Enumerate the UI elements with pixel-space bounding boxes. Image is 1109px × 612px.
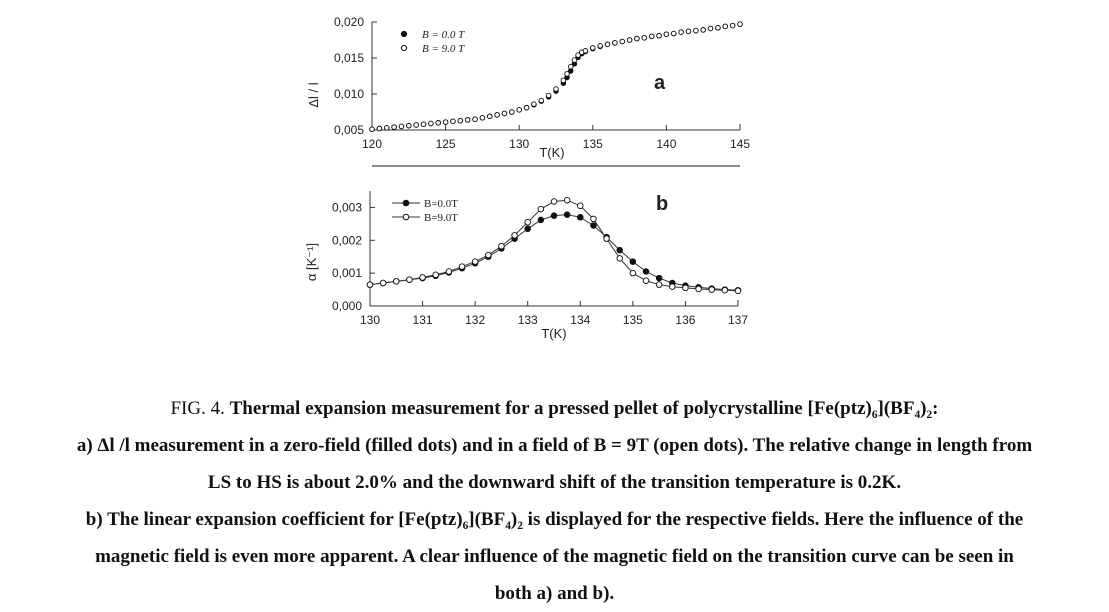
chart-2-series-1-point (656, 275, 662, 281)
chart-2-series-2-point (433, 272, 439, 278)
chart-1-x-tick-label: 140 (656, 137, 677, 151)
chart-2-legend-label: B=9.0T (424, 212, 459, 224)
chart-1-legend-label: B = 0.0 T (422, 29, 465, 41)
chart-1-series-2-point (384, 126, 389, 131)
chart-2-series-2-point (577, 203, 583, 209)
chart-2-series-1-point (577, 214, 583, 220)
chart-2-x-tick-label: 134 (570, 313, 591, 327)
chart-2-x-axis-title: T(K) (541, 326, 567, 341)
chart-1-series-2-point (532, 102, 537, 107)
chart-2-legend-label: B=0.0T (424, 198, 459, 210)
chart-2-series-2-point (380, 280, 386, 286)
chart-2-legend-marker (403, 214, 409, 220)
chart-2-series-2-point (472, 259, 478, 265)
chart-2-series-1-point (525, 226, 531, 232)
chart-1-series-2-point (568, 64, 573, 69)
chart-1-legend-marker (401, 31, 406, 36)
chart-1-series-2-point (664, 32, 669, 37)
chart-1-series-2-point (414, 123, 419, 128)
caption-line-3 (0, 464, 1109, 501)
chart-1-series-2-point (495, 113, 500, 118)
chart-2-x-tick-label: 137 (727, 313, 749, 327)
caption-line-6-text: both a) and b). (494, 583, 615, 604)
chart-1-series-2-point (708, 26, 713, 31)
chart-1-series-2-point (620, 39, 625, 44)
chart-1-series-2-point (605, 42, 610, 47)
chart-2-series-1-point (617, 247, 623, 253)
chart-1-series-2-point (377, 126, 382, 131)
caption-line-2-text: a) Δl /l measurement in a zero-field (filled dots) and in a field of B = 9T (open dots). The relative change in length from (76, 435, 1033, 456)
chart-1-series-2-point (487, 114, 492, 119)
figure-caption (0, 390, 1109, 612)
chart-1-legend-label: B = 9.0 T (422, 43, 465, 55)
chart-1-series-2-point (598, 43, 603, 48)
chart-1-series-2-point (510, 110, 515, 115)
caption-line-1-text: Thermal expansion measurement for a pressed pellet of polycrystalline [Fe(ptz)₆](BF₄)₂: (229, 398, 939, 419)
chart-1-series-2-point (392, 125, 397, 130)
chart-1-series-2-point (671, 31, 676, 36)
chart-2-series-2-point (617, 256, 623, 262)
chart-1-x-tick-label: 130 (509, 137, 530, 151)
chart-2-series-2-point (591, 216, 597, 222)
chart-1-legend-marker (401, 45, 406, 50)
chart-1-series-2-point (473, 117, 478, 122)
chart-1-x-axis-title: T(K) (539, 145, 565, 160)
chart-1-y-tick-label: 0,010 (333, 87, 364, 101)
chart-2-series-2-point (643, 278, 649, 284)
chart-1-series-2-point (443, 120, 448, 125)
chart-1-x-tick-label: 125 (435, 137, 456, 151)
chart-1-panel-label: a (654, 72, 666, 94)
chart-1-y-tick-label: 0,005 (333, 123, 364, 137)
chart-1-x-tick-label: 135 (582, 137, 603, 151)
chart-2-series-2-point (420, 275, 426, 281)
chart-2-x-tick-label: 130 (359, 313, 381, 327)
chart-1-series-2-point (649, 34, 654, 39)
chart-1-series-2-point (546, 93, 551, 98)
caption-line-2 (0, 427, 1109, 464)
chart-1-series-2-point (694, 28, 699, 33)
chart-2-x-tick-label: 132 (465, 313, 486, 327)
chart-2-series-2-point (709, 287, 715, 293)
chart-2-series-1-point (591, 223, 597, 229)
chart-1-series-2-point (524, 105, 529, 110)
chart-1-series-2-point (716, 25, 721, 30)
chart-1-series-2-point (642, 36, 647, 41)
caption-line-4-text: b) The linear expansion coefficient for [Fe(ptz)₆](BF₄)₂ is displayed for the respective fields. Here the influence of the (85, 509, 1024, 530)
chart-1-series-2-point (517, 108, 522, 113)
chart-2-series-2-point (656, 282, 662, 288)
chart-2-x-tick-label: 136 (675, 313, 696, 327)
chart-2-y-tick-label: 0,003 (331, 200, 362, 215)
chart-1-series-2-point (370, 127, 375, 132)
chart-2-x-tick-label: 131 (412, 313, 433, 327)
chart-2-series-2-point (525, 219, 531, 225)
caption-line-5-text: magnetic field is even more apparent. A clear influence of the magnetic field on the transition curve can be seen in (95, 546, 1014, 567)
chart-1-series-2-point (407, 123, 412, 128)
chart-2-series-2-point (683, 285, 689, 291)
chart-2-y-tick-label: 0,000 (331, 299, 362, 313)
chart-1-y-axis-title: Δl / l (306, 82, 321, 108)
chart-2-series-2-point (499, 243, 505, 249)
chart-1-series-2-point (502, 111, 507, 116)
chart-2-series-2-point (630, 270, 636, 276)
chart-2-series-2-point (604, 236, 610, 242)
chart-2-series-2-point (446, 269, 452, 275)
chart-2-series-2-point (538, 206, 544, 212)
chart-2-y-tick-label: 0,002 (331, 233, 362, 248)
chart-2-series-2-point (696, 286, 702, 292)
chart-2-series-2-point (564, 197, 570, 203)
chart-2-series-1-point (551, 213, 557, 219)
chart-2-series-2-point (485, 252, 491, 258)
chart-1-series-2-point (480, 115, 485, 120)
chart-2-series-2-point (722, 287, 728, 293)
chart-1-x-tick-label: 120 (361, 137, 383, 151)
caption-line-6 (0, 575, 1109, 612)
chart-2-series-2-point (669, 284, 675, 290)
chart-2-x-tick-label: 133 (517, 313, 538, 327)
chart-2-panel-label: b (656, 193, 669, 215)
chart-2-series-2-point (459, 264, 465, 270)
chart-1-series-2-point (686, 29, 691, 34)
chart-1-series-2-point (613, 41, 618, 46)
chart-1-series-2-point (627, 38, 632, 43)
chart-1-series-2-point (591, 46, 596, 51)
caption-figure-label: FIG. 4. (170, 398, 230, 419)
chart-1-series-2-point (730, 23, 735, 28)
chart-1-series-2-point (565, 72, 570, 77)
caption-line-3-text: LS to HS is about 2.0% and the downward shift of the transition temperature is 0.2K. (207, 472, 902, 493)
caption-line-5 (0, 538, 1109, 575)
chart-2-series-1-point (564, 212, 570, 218)
chart-1-series-2-point (679, 30, 684, 35)
chart-2-x-tick-label: 135 (622, 313, 643, 327)
chart-2-legend-marker (403, 200, 409, 206)
chart-1-series-2-point (635, 36, 640, 41)
chart-1-series-2-point (436, 121, 441, 126)
chart-2-series-1-point (630, 259, 636, 265)
chart-1-series-2-point (421, 122, 426, 127)
chart-1-series-2-point (399, 124, 404, 129)
caption-line-1 (0, 390, 1109, 427)
chart-2-series-2-point (367, 282, 373, 288)
chart-1-series-2-point (572, 58, 577, 63)
chart-1-series-2-point (429, 121, 434, 126)
chart-1-series-2-point (458, 118, 463, 123)
chart-1-series-2-point (657, 33, 662, 38)
chart-1-y-tick-label: 0,015 (333, 51, 364, 65)
chart-2-y-tick-label: 0,001 (331, 266, 362, 281)
caption-line-4 (0, 501, 1109, 538)
chart-1-series-2-point (738, 22, 743, 27)
chart-2-series-2-point (512, 233, 518, 239)
chart-1-series-2-point (561, 78, 566, 83)
chart-2-series-2-point (393, 279, 399, 285)
chart-2-series-2-point (407, 277, 413, 283)
chart-2-series-1-point (538, 217, 544, 223)
chart-1-series-2-point (583, 49, 588, 54)
chart-1-series-2-point (723, 24, 728, 29)
chart-1-series-2-point (465, 118, 470, 123)
chart-1-series-2-point (539, 98, 544, 103)
chart-1-x-tick-label: 145 (729, 137, 751, 151)
chart-2-series-2-point (735, 288, 741, 294)
chart-1-series-2-point (701, 28, 706, 33)
chart-1-series-2-point (451, 119, 456, 124)
chart-1-series-2-point (554, 87, 559, 92)
chart-2-y-axis-title: α [K⁻¹] (304, 242, 319, 282)
chart-1-y-tick-label: 0,020 (333, 15, 364, 29)
chart-2-series-1-point (643, 269, 649, 275)
chart-2-series-2-point (551, 199, 557, 205)
